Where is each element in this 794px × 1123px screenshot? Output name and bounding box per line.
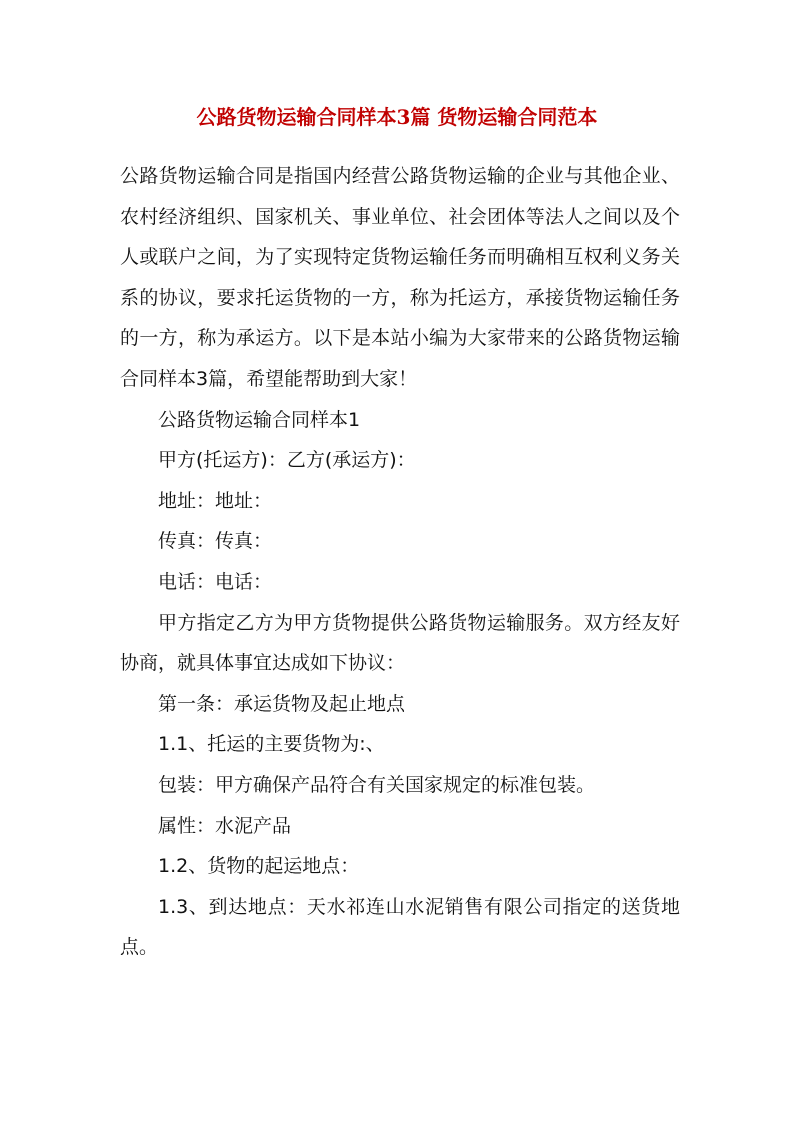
section-heading-sample-1: 公路货物运输合同样本1: [158, 408, 361, 431]
phone-line: 电话：电话：: [158, 570, 273, 593]
agreement-paragraph: 甲方指定乙方为甲方货物提供公路货物运输服务。双方经友好协商，就具体事宜达成如下协议：: [120, 611, 680, 675]
fax-line: 传真：传真：: [158, 530, 273, 553]
address-line: 地址：地址：: [158, 489, 273, 512]
intro-paragraph: 公路货物运输合同是指国内经营公路货物运输的企业与其他企业、农村经济组织、国家机关、事业单位、社会团体等法人之间以及个人或联户之间，为了实现特定货物运输任务而明确相互权利义务关系的协议，要求托运货物的一方，称为托运方，承接货物运输任务的一方，称为承运方。以下是本站小编为大家带来的公路货物运输合同样本3篇，希望能帮助到大家！: [120, 165, 680, 390]
packaging-line: 包装：甲方确保产品符合有关国家规定的标准包装。: [158, 773, 596, 796]
article-1-heading: 第一条：承运货物及起止地点: [158, 692, 406, 715]
clause-1-2: 1.2、货物的起运地点：: [158, 855, 360, 878]
document-body: [120, 156, 680, 968]
parties-line: 甲方(托运方)：乙方(承运方)：: [158, 449, 416, 472]
document-title: 公路货物运输合同样本3篇 货物运输合同范本: [196, 105, 598, 129]
clause-1-3: 1.3、到达地点：天水祁连山水泥销售有限公司指定的送货地点。: [120, 895, 680, 959]
attribute-line: 属性：水泥产品: [158, 814, 292, 837]
clause-1-1: 1.1、托运的主要货物为:、: [158, 733, 385, 756]
